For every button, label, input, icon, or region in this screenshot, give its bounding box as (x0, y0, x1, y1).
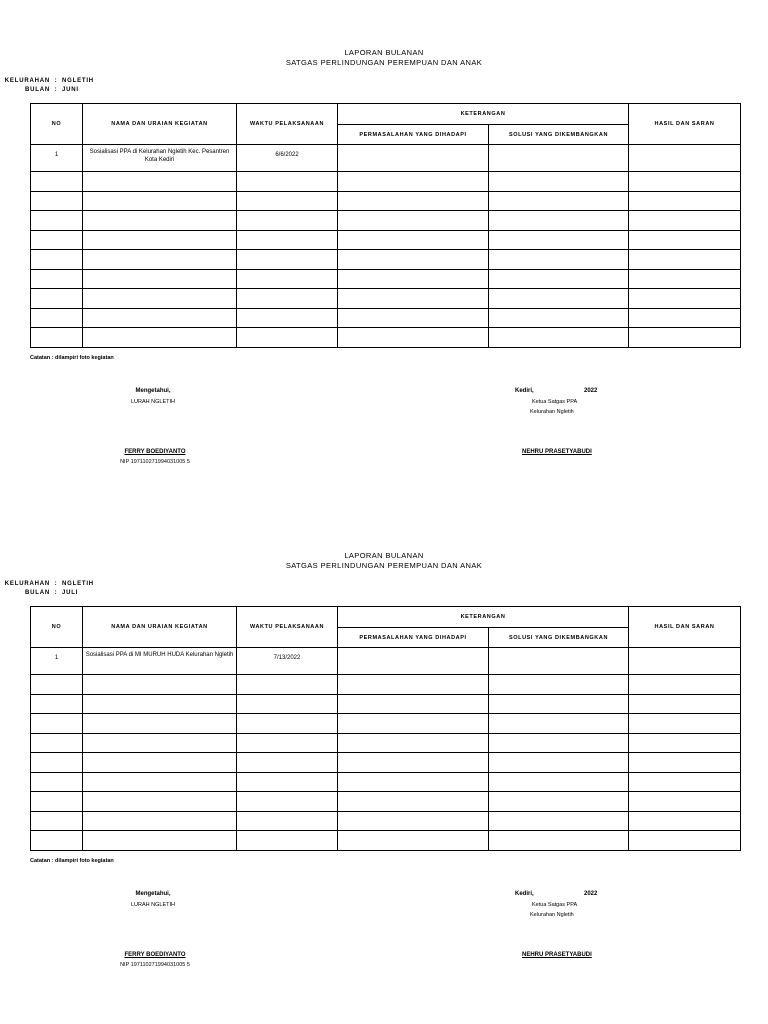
sig-name: NEHRU PRASETYABUDI (522, 952, 592, 958)
cell-activity: Sosialisasi PPA di MI MURUH HUDA Kelurahan Ngletih (83, 648, 237, 675)
header-solutions: SOLUSI YANG DIKEMBANGKAN (489, 628, 629, 648)
table-row-empty (31, 308, 741, 328)
activity-table (30, 103, 741, 348)
sig-nip: NIP 197110271994031005 5 (120, 962, 190, 968)
table-row-empty (31, 753, 741, 773)
sig-position-2: Kelurahan Ngletih (530, 409, 574, 415)
table-row-empty (31, 714, 741, 734)
table-row-empty (31, 675, 741, 695)
right-signatory (522, 952, 592, 958)
header-keterangan: KETERANGAN (338, 104, 629, 125)
table-row (31, 648, 741, 675)
table-row-empty (31, 211, 741, 231)
header-activity: NAMA DAN URAIAN KEGIATAN (83, 607, 237, 648)
report-note: Catatan : dilampiri foto kegiatan (30, 858, 114, 864)
monthly-report-june (0, 0, 768, 470)
report-meta: KELURAHAN : NGLETIH BULAN : JULI (0, 581, 94, 599)
bulan-label: BULAN (25, 87, 50, 93)
report-note: Catatan : dilampiri foto kegiatan (30, 355, 114, 361)
sig-place: Kediri, (515, 891, 534, 897)
header-activity: NAMA DAN URAIAN KEGIATAN (83, 104, 237, 145)
kelurahan-value: NGLETIH (62, 78, 94, 84)
sig-name: FERRY BOEDIYANTO (124, 952, 186, 958)
sig-position-2: Kelurahan Ngletih (530, 912, 574, 918)
kelurahan-label: KELURAHAN (4, 78, 50, 84)
cell-problems (338, 648, 489, 675)
left-signature (118, 891, 188, 908)
table-row-empty (31, 230, 741, 250)
left-signatory (110, 952, 210, 968)
report-title: LAPORAN BULANAN (344, 48, 424, 57)
report-subtitle: SATGAS PERLINDUNGAN PEREMPUAN DAN ANAK (285, 561, 483, 570)
cell-activity: Sosialisasi PPA di Kelurahan Ngletih Kec. Pesantren Kota Kediri (83, 145, 237, 172)
bulan-value: JULI (62, 590, 79, 596)
sig-heading: Mengetahui, (135, 891, 171, 897)
kelurahan-label: KELURAHAN (4, 581, 50, 587)
bulan-value: JUNI (62, 87, 79, 93)
cell-solutions (489, 145, 629, 172)
sig-year: 2022 (584, 388, 598, 394)
sig-name: FERRY BOEDIYANTO (124, 449, 186, 455)
header-time: WAKTU PELAKSANAAN (237, 607, 338, 648)
table-row-empty (31, 831, 741, 851)
header-time: WAKTU PELAKSANAAN (237, 104, 338, 145)
cell-problems (338, 145, 489, 172)
kelurahan-value: NGLETIH (62, 581, 94, 587)
report-title: LAPORAN BULANAN (344, 551, 424, 560)
table-row-empty (31, 733, 741, 753)
cell-results (629, 648, 741, 675)
sig-position-1: Ketua Satgas PPA (532, 902, 578, 908)
sig-place: Kediri, (515, 388, 534, 394)
sig-position: LURAH NGLETIH (130, 902, 175, 908)
right-signature (515, 388, 635, 415)
table-row (31, 145, 741, 172)
header-keterangan: KETERANGAN (338, 607, 629, 628)
activity-table (30, 606, 741, 851)
cell-time: 7/13/2022 (237, 648, 338, 675)
sig-year: 2022 (584, 891, 598, 897)
header-results: HASIL DAN SARAN (629, 104, 741, 145)
table-row-empty (31, 694, 741, 714)
table-row-empty (31, 289, 741, 309)
sig-name: NEHRU PRASETYABUDI (522, 449, 592, 455)
bulan-label: BULAN (25, 590, 50, 596)
table-row-empty (31, 269, 741, 289)
sig-position: LURAH NGLETIH (130, 399, 175, 405)
cell-solutions (489, 648, 629, 675)
right-signatory (522, 449, 592, 455)
cell-no: 1 (31, 145, 83, 172)
sig-heading: Mengetahui, (135, 388, 171, 394)
cell-no: 1 (31, 648, 83, 675)
header-no: NO (31, 607, 83, 648)
header-results: HASIL DAN SARAN (629, 607, 741, 648)
table-row-empty (31, 792, 741, 812)
left-signature (118, 388, 188, 405)
header-problems: PERMASALAHAN YANG DIHADAPI (338, 125, 489, 145)
table-row-empty (31, 772, 741, 792)
sig-nip: NIP 197110271994031005 5 (120, 459, 190, 465)
sig-position-1: Ketua Satgas PPA (532, 399, 578, 405)
header-solutions: SOLUSI YANG DIKEMBANGKAN (489, 125, 629, 145)
report-subtitle: SATGAS PERLINDUNGAN PEREMPUAN DAN ANAK (285, 58, 483, 67)
table-row-empty (31, 172, 741, 192)
table-row-empty (31, 191, 741, 211)
table-row-empty (31, 328, 741, 348)
table-row-empty (31, 811, 741, 831)
left-signatory (110, 449, 210, 465)
table-row-empty (31, 250, 741, 270)
report-meta: KELURAHAN : NGLETIH BULAN : JUNI (0, 78, 94, 96)
header-problems: PERMASALAHAN YANG DIHADAPI (338, 628, 489, 648)
cell-time: 6/6/2022 (237, 145, 338, 172)
monthly-report-july (0, 503, 768, 973)
right-signature (515, 891, 635, 918)
cell-results (629, 145, 741, 172)
header-no: NO (31, 104, 83, 145)
